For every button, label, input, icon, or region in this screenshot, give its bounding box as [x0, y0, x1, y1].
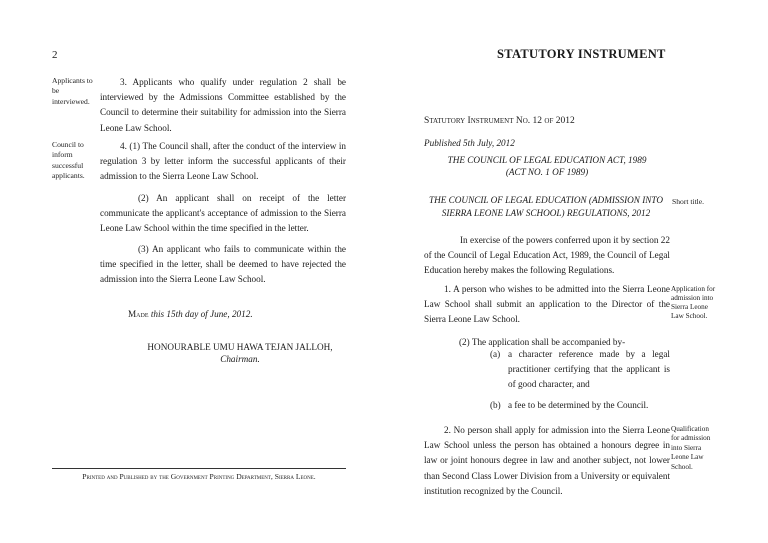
regulation-4-3: (3) An applicant who fails to communicate within the time specified in the letter, shall be deemed to have rejected the admission into the Sierra Leone Law School.: [100, 244, 346, 285]
made-line: [128, 307, 253, 322]
regulation-1-1: 1. A person who wishes to be admitted into the Sierra Leone Law School shall submit an application to the Director of the Sierra Leone Law School.: [424, 284, 670, 325]
margin-note-qualification: Qualification for admission into Sierra Leone Law School.: [671, 425, 711, 471]
act-number: (ACT NO. 1 OF 1989): [505, 167, 589, 177]
signatory-name: HONOURABLE UMU HAWA TEJAN JALLOH,: [147, 342, 333, 352]
preamble: In exercise of the powers conferred upon it by section 22 of the Council of Legal Education Act, 1989, the Council of Legal Education hereby makes the following Regulations.: [424, 235, 670, 276]
regulations-title-line-1: THE COUNCIL OF LEGAL EDUCATION (ADMISSION INTO: [429, 195, 663, 205]
made-date: this 15th day of June, 2012.: [150, 309, 253, 319]
regulation-1-2-a-text: a character reference made by a legal practitioner certifying that the applicant is of good character, and: [508, 349, 670, 390]
regulation-1-2-b-label: (b): [490, 400, 501, 410]
page-header: STATUTORY INSTRUMENT: [497, 47, 666, 61]
page-number: 2: [52, 49, 58, 61]
regulation-3: 3. Applicants who qualify under regulation 2 shall be interviewed by the Admissions Committee established by the Council to determine their suitability for admission into the Sierra Leone Law School.: [100, 77, 346, 133]
margin-note-council-inform: Council to inform successful applicants.: [52, 140, 85, 181]
regulation-1-2-intro: (2) The application shall be accompanied by-: [459, 337, 626, 347]
footer-rule: [52, 468, 346, 469]
printer-footer: Printed and Published by the Government Printing Department, Sierra Leone.: [82, 472, 316, 481]
margin-note-short-title: Short title.: [672, 197, 705, 206]
margin-note-applicants-interviewed: Applicants to be interviewed.: [52, 76, 93, 106]
published-date: Published 5th July, 2012: [424, 138, 515, 148]
regulation-1-2-b-text: a fee to be determined by the Council.: [508, 400, 649, 410]
instrument-number: Statutory Instrument No. 12 of 2012: [424, 116, 575, 126]
margin-note-application: Application for admission into Sierra Leone Law School.: [671, 285, 716, 320]
act-title: THE COUNCIL OF LEGAL EDUCATION ACT, 1989: [447, 155, 647, 165]
regulation-2: 2. No person shall apply for admission into the Sierra Leone Law School unless the person has obtained a honours degree in law or joint honours degree in law and another subject, not lower than Second Class Lower Division from a University or equivalent institution recognized by the Council.: [424, 425, 670, 496]
regulation-4-2: (2) An applicant shall on receipt of the letter communicate the applicant's acceptance of admission to the Sierra Leone Law School within the time specified in the letter.: [100, 193, 346, 234]
regulation-1-2-a-label: (a): [490, 349, 501, 359]
regulations-title-line-2: SIERRA LEONE LAW SCHOOL) REGULATIONS, 2012: [441, 208, 651, 218]
made-label: Made: [128, 309, 149, 319]
signatory-title: Chairman.: [220, 354, 260, 364]
regulation-4-1: 4. (1) The Council shall, after the conduct of the interview in regulation 3 by letter inform the successful applicants of their admission to the Sierra Leone Law School.: [100, 141, 346, 182]
